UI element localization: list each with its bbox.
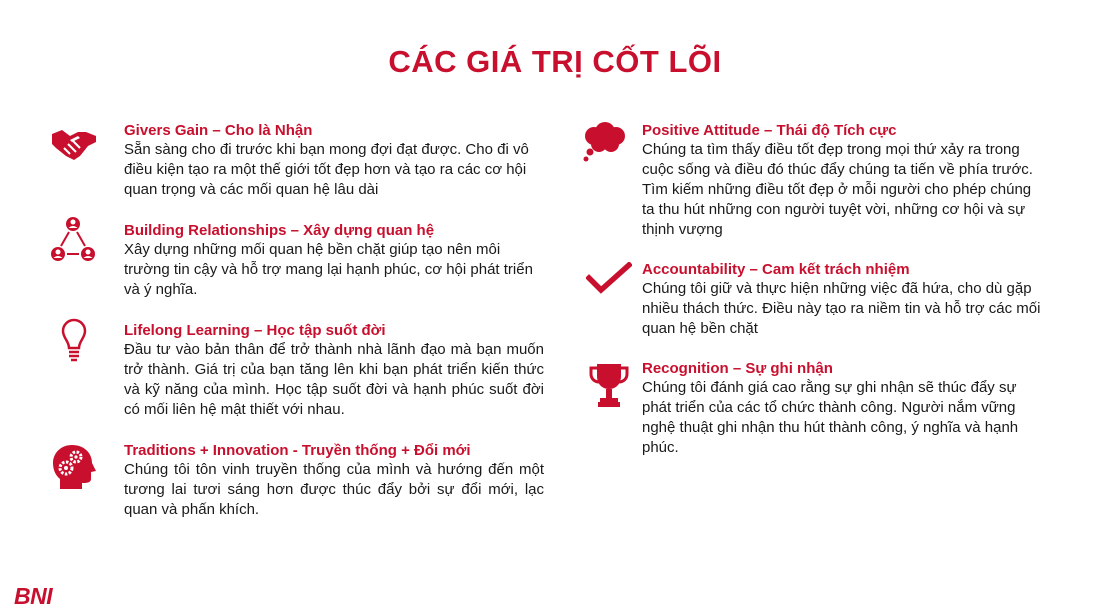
value-heading: Accountability – Cam kết trách nhiệm xyxy=(642,261,910,278)
value-traditions-innovation xyxy=(124,441,544,520)
value-positive-attitude xyxy=(642,121,1042,240)
value-lifelong-learning xyxy=(124,321,544,420)
value-text: Chúng tôi giữ và thực hiện những việc đã hứa, cho dù gặp nhiều thách thức. Điều này tạo ra niềm tin và hỗ trợ các mối quan hệ bền chặt xyxy=(642,280,1041,337)
value-building-relationships xyxy=(124,221,544,300)
thought-cloud-icon xyxy=(582,122,628,164)
value-text: Chúng tôi tôn vinh truyền thống của mình và hướng đến một tương lai tươi sáng hơn được thúc đẩy bởi sự đổi mới, lạc quan và phấn khích. xyxy=(124,461,544,518)
value-heading: Positive Attitude – Thái độ Tích cực xyxy=(642,122,897,139)
checkmark-icon xyxy=(586,262,632,294)
value-heading: Lifelong Learning – Học tập suốt đời xyxy=(124,322,386,339)
handshake-icon xyxy=(50,128,98,162)
bni-logo: BNI xyxy=(14,583,53,609)
page-title: CÁC GIÁ TRỊ CỐT LÕI xyxy=(388,44,722,79)
value-recognition xyxy=(642,359,1042,458)
value-givers-gain xyxy=(124,121,544,200)
lightbulb-icon xyxy=(61,318,87,364)
value-accountability xyxy=(642,260,1042,339)
value-heading: Building Relationships – Xây dựng quan hệ xyxy=(124,222,435,239)
value-text: Chúng ta tìm thấy điều tốt đẹp trong mọi thứ xảy ra trong cuộc sống và điều đó thúc đẩy chúng ta tiến về phía trước. Tìm kiếm những điều tốt đẹp ở mỗi người cho phép chúng ta thu hút những con người tuyệt vời, những cơ hội và sự thịnh vượng xyxy=(642,141,1033,238)
value-heading: Givers Gain – Cho là Nhận xyxy=(124,122,313,139)
network-people-icon xyxy=(50,216,96,264)
value-heading: Recognition – Sự ghi nhận xyxy=(642,360,833,377)
value-text: Chúng tôi đánh giá cao rằng sự ghi nhận sẽ thúc đẩy sự phát triển của các tổ chức thành công. Người nắm vững nghệ thuật ghi nhận thu hút thành công, ý nghĩa và hạnh phúc. xyxy=(642,379,1019,456)
value-text: Sẵn sàng cho đi trước khi bạn mong đợi đạt được. Cho đi vô điều kiện tạo ra một thế giới tốt đẹp hơn và tạo ra các cơ hội quan trọng và các mối quan hệ lâu dài xyxy=(124,141,529,198)
value-text: Đầu tư vào bản thân để trở thành nhà lãnh đạo mà bạn muốn trở thành. Giá trị của bạn tăng lên khi bạn phát triển kiến thức và kỹ năng của mình. Học tập suốt đời và hạnh phúc suốt đời có mối liên hệ mật thiết với nhau. xyxy=(124,341,544,418)
value-text: Xây dựng những mối quan hệ bền chặt giúp tạo nên môi trường tin cậy và hỗ trợ mang lại hạnh phúc, cơ hội phát triển và ý nghĩa. xyxy=(124,241,533,298)
head-gears-icon xyxy=(52,443,96,489)
trophy-icon xyxy=(589,362,629,408)
value-heading: Traditions + Innovation - Truyền thống + Đổi mới xyxy=(124,442,471,459)
